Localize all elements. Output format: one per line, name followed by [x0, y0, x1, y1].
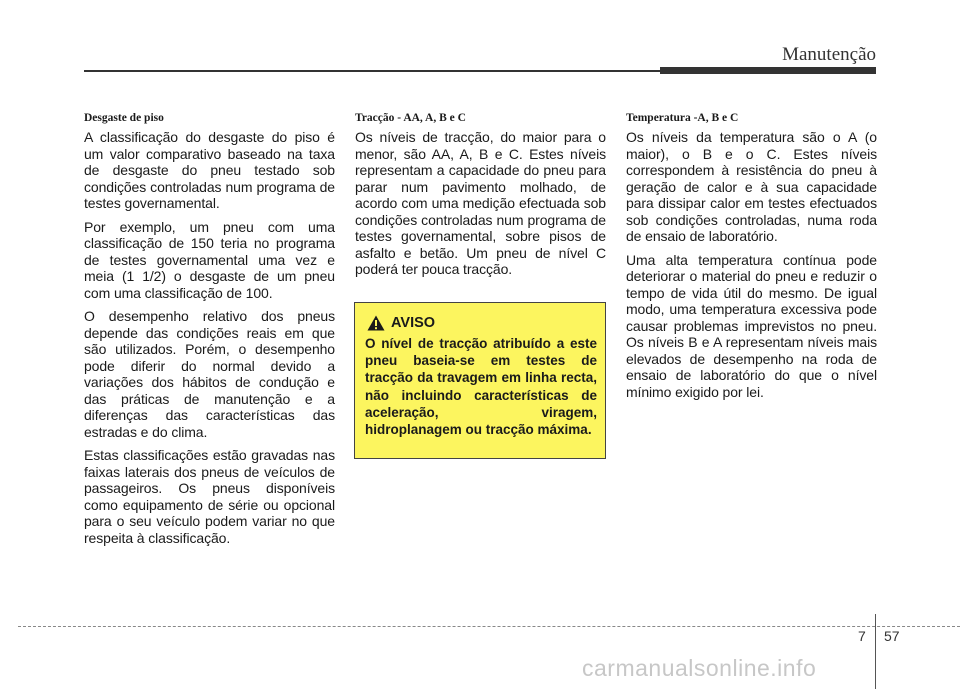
- warning-box: [354, 302, 606, 459]
- section-heading: Tracção - AA, A, B e C: [355, 112, 466, 124]
- section-heading: Temperatura -A, B e C: [626, 112, 739, 124]
- section-heading: Desgaste de piso: [84, 112, 164, 124]
- paragraph: Por exemplo, um pneu com uma classificação de 150 teria no programa de testes governamental uma vez e meia (1 1/2) o desgaste de um pneu com uma classificação de 100.: [84, 218, 335, 301]
- column-traction: [355, 112, 606, 285]
- watermark: carmanualsonline.info: [582, 655, 817, 681]
- warning-triangle-icon: [367, 315, 385, 331]
- column-tread-wear: [84, 112, 335, 553]
- warning-title: AVISO: [391, 315, 436, 331]
- header-bar: [660, 67, 876, 74]
- page-header-title: Manutenção: [782, 44, 876, 65]
- paragraph: Uma alta temperatura contínua pode deteriorar o material do pneu e reduzir o tempo de vida útil do mesmo. De igual modo, uma temperatura excessiva pode causar problemas imprevistos no pneu. Os níveis B e A representam níveis mais elevados de desempenho na roda de ensaio de laboratório do que o nível mínimo exigido por lei.: [626, 251, 877, 400]
- page-number: 57: [884, 628, 900, 644]
- column-temperature: [626, 112, 877, 407]
- paragraph: O desempenho relativo dos pneus depende das condições reais em que são utilizados. Porém, o desempenho pode diferir do normal devido a variações dos hábitos de condução e das práticas de manutenção e a diferenças das características das estradas e do clima.: [84, 308, 335, 440]
- paragraph: A classificação do desgaste do piso é um valor comparativo baseado na taxa de desgaste do pneu testado sob condições controladas num programa de testes governamental.: [84, 129, 335, 211]
- warning-header: [365, 315, 597, 331]
- paragraph: Estas classificações estão gravadas nas faixas laterais dos pneus de veículos de passageiros. Os pneus disponíveis como equipamento de série ou opcional para o seu veículo podem variar no que respeita à classificação.: [84, 447, 335, 546]
- header-rule: [84, 70, 660, 72]
- warning-text: O nível de tracção atribuído a este pneu baseia-se em testes de tracção da travagem em linha recta, não incluindo características de aceleração, viragem, hidroplanagem ou tracção máxima.: [365, 336, 597, 438]
- paragraph: Os níveis de tracção, do maior para o menor, são AA, A, B e C. Estes níveis representam a capacidade do pneu para parar num pavimento molhado, de acordo com uma medição efectuada sob condições controladas num programa de testes governamental, sobre pisos de asfalto e betão. Um pneu de nível C poderá ter pouca tracção.: [355, 129, 606, 277]
- chapter-number: 7: [858, 628, 866, 644]
- footer-rule: [18, 626, 960, 627]
- paragraph: Os níveis da temperatura são o A (o maior), o B e o C. Estes níveis correspondem à resistência do pneu à geração de calor e à sua capacidade para dissipar calor em testes efectuados sob condições controladas, numa roda de ensaio de laboratório.: [626, 129, 877, 244]
- page-number-divider: [875, 614, 876, 689]
